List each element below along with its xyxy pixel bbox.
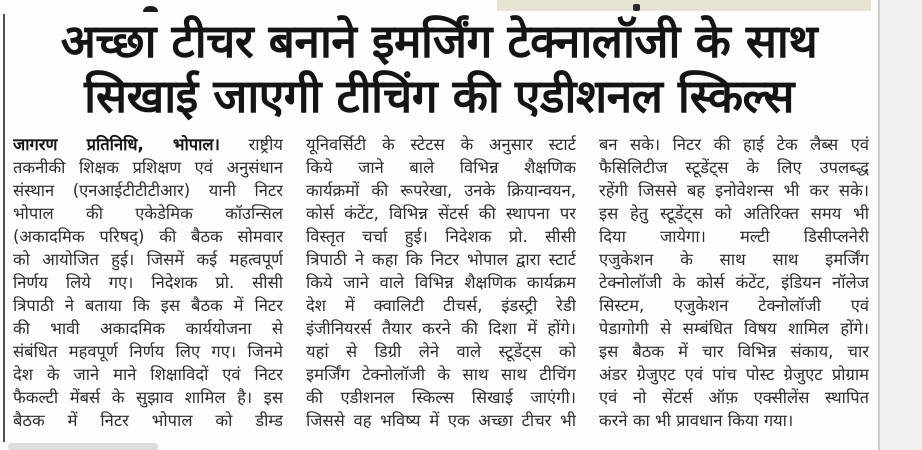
article-line: इमर्जिंग टेक्नोलॉजी के साथ साथ टीचिंग bbox=[306, 365, 576, 384]
article-line: यूनिवर्सिटी के स्टेटस के अनुसार स्टार्ट bbox=[306, 135, 576, 154]
article-line: इस हेतु स्टूडेंट्स को अतिरिक्त समय भी bbox=[599, 204, 869, 223]
headline-line-2: सिखाई जाएगी टीचिंग की एडीशनल स्किल्स bbox=[84, 69, 794, 123]
article-column-3 bbox=[599, 133, 869, 432]
article-line: निर्णय लिये गए। निदेशक प्रो. सीसी bbox=[13, 273, 283, 292]
article-line: देश के जाने माने शिक्षाविदों एवं निटर bbox=[13, 365, 283, 384]
byline-row-text: राष्ट्रीय bbox=[248, 135, 283, 154]
article-line: त्रिपाठी ने बताया कि इस बैठक में निटर bbox=[13, 296, 283, 315]
article-line: बन सके। निटर की हाई टेक लैब्स एवं bbox=[599, 135, 869, 154]
article-line: फैसिलिटीज स्टूडेंट्स के लिए उपलब्द्ध bbox=[599, 158, 869, 177]
article-column-2 bbox=[306, 133, 576, 432]
article-column-1 bbox=[13, 133, 283, 432]
article-line: जिससे वह भविष्य में एक अच्छा टीचर भी bbox=[306, 411, 576, 430]
article-body bbox=[13, 133, 869, 432]
article-line: की एडीशनल स्किल्स सिखाई जाएंगी। bbox=[306, 388, 576, 407]
adjacent-article-strip bbox=[497, 0, 871, 11]
article-line: टेक्नोलॉजी के कोर्स कंटेंट, इंडियन नॉलेज bbox=[599, 273, 869, 292]
print-artifact-dot bbox=[633, 4, 640, 11]
article-line: करने का भी प्रावधान किया गया। bbox=[599, 411, 794, 430]
article-line: एजुकेशन के साथ साथ इमर्जिंग bbox=[599, 250, 869, 269]
article-line: (अकादमिक परिषद्) की बैठक सोमवार bbox=[13, 227, 283, 246]
article-line: इस बैठक में चार विभिन्न संकाय, चार bbox=[599, 342, 869, 361]
byline: जागरण प्रतिनिधि, भोपाल। bbox=[13, 135, 220, 154]
headline-line-1: अच्छा टीचर बनाने इमर्जिंग टेक्नालॉजी के साथ bbox=[60, 14, 818, 68]
article-line: इंजीनियरर्स तैयार करने की दिशा में होंगे। bbox=[306, 319, 576, 338]
article-line: संबंधित महवपूर्ण निर्णय लिए गए। जिनमे bbox=[13, 342, 283, 361]
article-line: फैकल्टी मेंबर्स के सुझाव शामिल है। इस bbox=[13, 388, 283, 407]
article-line: अंडर ग्रेजुएट एवं पांच पोस्ट ग्रेजुएट प्रोग्राम bbox=[599, 365, 869, 384]
article-line: कोर्स कंटेंट, विभिन्न सेंटर्स की स्थापना पर bbox=[306, 204, 576, 223]
article-line: किये जाने वाले विभिन्न शैक्षणिक कार्यक्रम bbox=[306, 273, 576, 292]
article-line: विस्तृत चर्चा हुई। निदेशक प्रो. सीसी bbox=[306, 227, 576, 246]
article-line: यहां से डिग्री लेने वाले स्टूडेंट्स को bbox=[306, 342, 576, 361]
article-line: रहेंगी जिससे बह इनोवेशन्स भी कर सके। bbox=[599, 181, 869, 200]
article-line: को आयोजित हुई। जिसमें कई महत्वपूर्ण bbox=[13, 250, 283, 269]
article-line: भोपाल की एकेडेमिक कॉउन्सिल bbox=[13, 204, 283, 223]
article-line: पेडागोगी से सम्बंधित विषय शामिल होंगे। bbox=[599, 319, 869, 338]
article-line: की भावी अकादमिक कार्ययोजना से bbox=[13, 319, 283, 338]
article-line: किये जाने बाले विभिन्न शैक्षणिक bbox=[306, 158, 576, 177]
column-rule-divider bbox=[3, 14, 5, 442]
article-line: बैठक में निटर भोपाल को डीम्ड bbox=[13, 411, 283, 430]
column-3-lines bbox=[599, 133, 869, 432]
article-line: त्रिपाठी ने कहा कि निटर भोपाल द्वारा स्टार्ट bbox=[306, 250, 576, 269]
column-2-lines bbox=[306, 133, 576, 432]
byline-row bbox=[13, 133, 283, 156]
article-line: सिस्टम, एजुकेशन टेक्नोलॉजी एवं bbox=[599, 296, 869, 315]
article-line: दिया जायेगा। मल्टी डिसीप्लनेरी bbox=[599, 227, 869, 246]
print-artifact-mark bbox=[143, 6, 158, 12]
scan-edge-smudge bbox=[8, 443, 158, 450]
article-line: देश में क्वालिटी टीचर्स, इंडस्ट्री रेडी bbox=[306, 296, 576, 315]
article-line: एवं नो सेंटर्स ऑफ़ एक्सीलेंस स्थापित bbox=[599, 388, 869, 407]
article-headline bbox=[12, 14, 866, 124]
column-1-lines bbox=[13, 156, 283, 432]
article-line: तकनीकी शिक्षक प्रशिक्षण एवं अनुसंधान bbox=[13, 158, 283, 177]
article-line: संस्थान (एनआईटीटीटीआर) यानी निटर bbox=[13, 181, 283, 200]
article-line: कार्यक्रमों की रूपरेखा, उनके क्रियान्वयन, bbox=[306, 181, 576, 200]
page-margin bbox=[878, 0, 922, 450]
